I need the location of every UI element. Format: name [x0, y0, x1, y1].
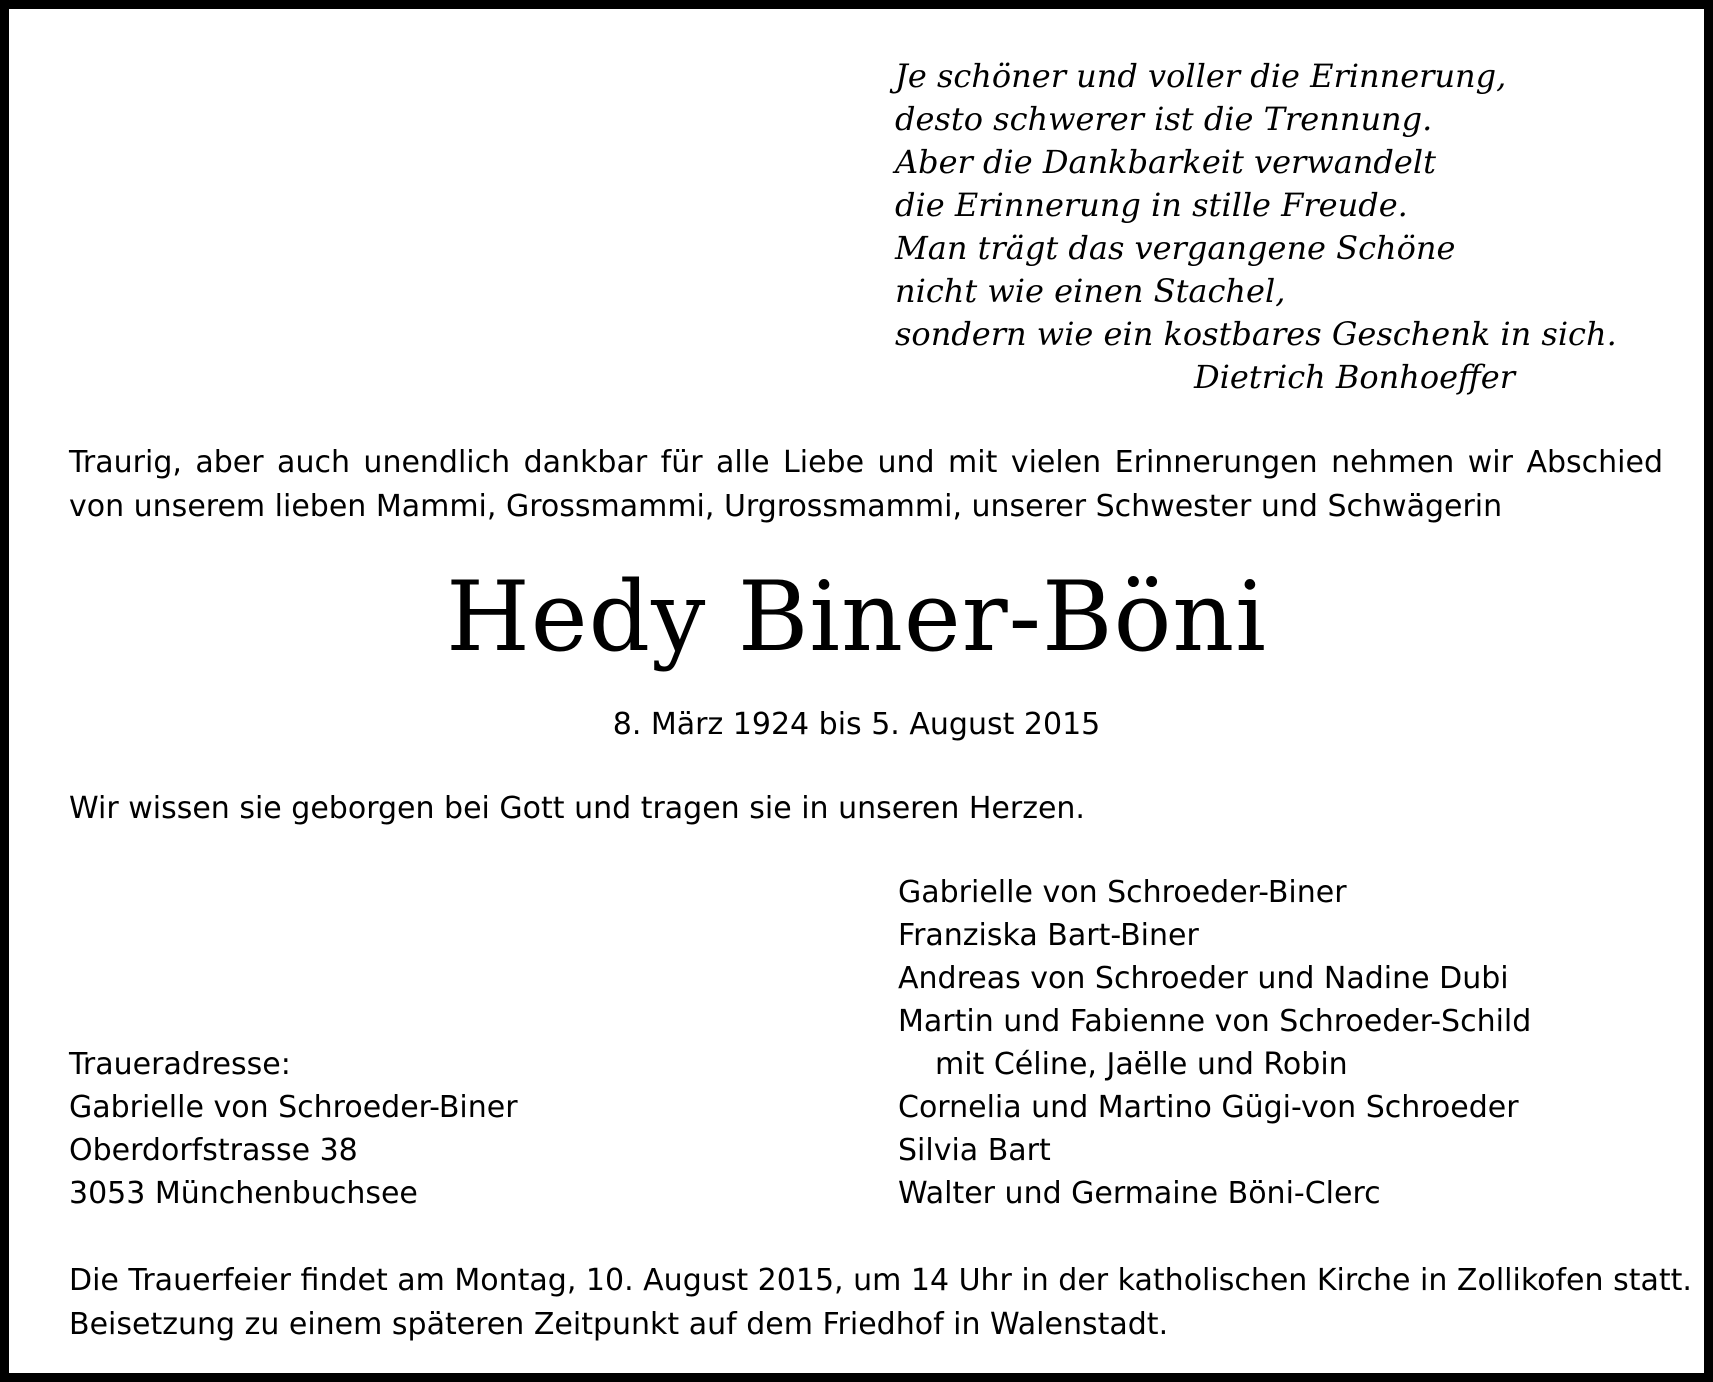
intro-text: [69, 441, 1663, 529]
ceremony-info: [69, 1259, 1692, 1347]
burial-details: Beisetzung zu einem späteren Zeitpunkt auf dem Friedhof in Walenstadt.: [69, 1307, 1169, 1342]
deceased-name: Hedy Biner-Böni: [446, 561, 1267, 673]
mourner-entry: Walter und Germaine Böni-Clerc: [898, 1176, 1381, 1211]
quote-line: Man trägt das vergangene Schöne: [895, 229, 1456, 267]
mourner-entry: Andreas von Schroeder und Nadine Dubi: [898, 961, 1509, 996]
quote-line: die Erinnerung in stille Freude.: [895, 186, 1408, 224]
quote-line: desto schwerer ist die Trennung.: [895, 100, 1433, 138]
mourning-address: [69, 1043, 518, 1215]
quote-line: sondern wie ein kostbares Geschenk in sich.: [895, 315, 1617, 353]
address-label: Traueradresse:: [69, 1047, 291, 1082]
quote-line: nicht wie einen Stachel,: [895, 272, 1286, 310]
mourners-list: [898, 871, 1531, 1215]
intro-line: Traurig, aber auch unendlich dankbar für alle Liebe und mit vielen Erinnerungen nehmen wir Abschied: [69, 445, 1663, 480]
quote-author: Dietrich Bonhoeffer: [1193, 358, 1515, 396]
life-dates: 8. März 1924 bis 5. August 2015: [612, 707, 1101, 742]
quote-line: Je schöner und voller die Erinnerung,: [895, 57, 1507, 95]
mourner-entry: Franziska Bart-Biner: [898, 918, 1199, 953]
faith-statement: Wir wissen sie geborgen bei Gott und tragen sie in unseren Herzen.: [69, 791, 1085, 826]
intro-line: von unserem lieben Mammi, Grossmammi, Urgrossmammi, unserer Schwester und Schwägerin: [69, 489, 1503, 524]
address-name: Gabrielle von Schroeder-Biner: [69, 1090, 518, 1125]
mourner-entry: mit Céline, Jaëlle und Robin: [935, 1047, 1348, 1082]
mourner-entry: Gabrielle von Schroeder-Biner: [898, 875, 1347, 910]
bonhoeffer-quote: [895, 55, 1617, 399]
address-city: 3053 Münchenbuchsee: [69, 1176, 418, 1211]
quote-line: Aber die Dankbarkeit verwandelt: [895, 143, 1436, 181]
ceremony-details: Die Trauerfeier findet am Montag, 10. August 2015, um 14 Uhr in der katholischen Kirche in Zollikofen statt.: [69, 1263, 1692, 1298]
mourner-entry: Martin und Fabienne von Schroeder-Schild: [898, 1004, 1532, 1039]
address-street: Oberdorfstrasse 38: [69, 1133, 358, 1168]
mourner-entry: Cornelia und Martino Gügi-von Schroeder: [898, 1090, 1519, 1125]
mourner-entry: Silvia Bart: [898, 1133, 1051, 1168]
